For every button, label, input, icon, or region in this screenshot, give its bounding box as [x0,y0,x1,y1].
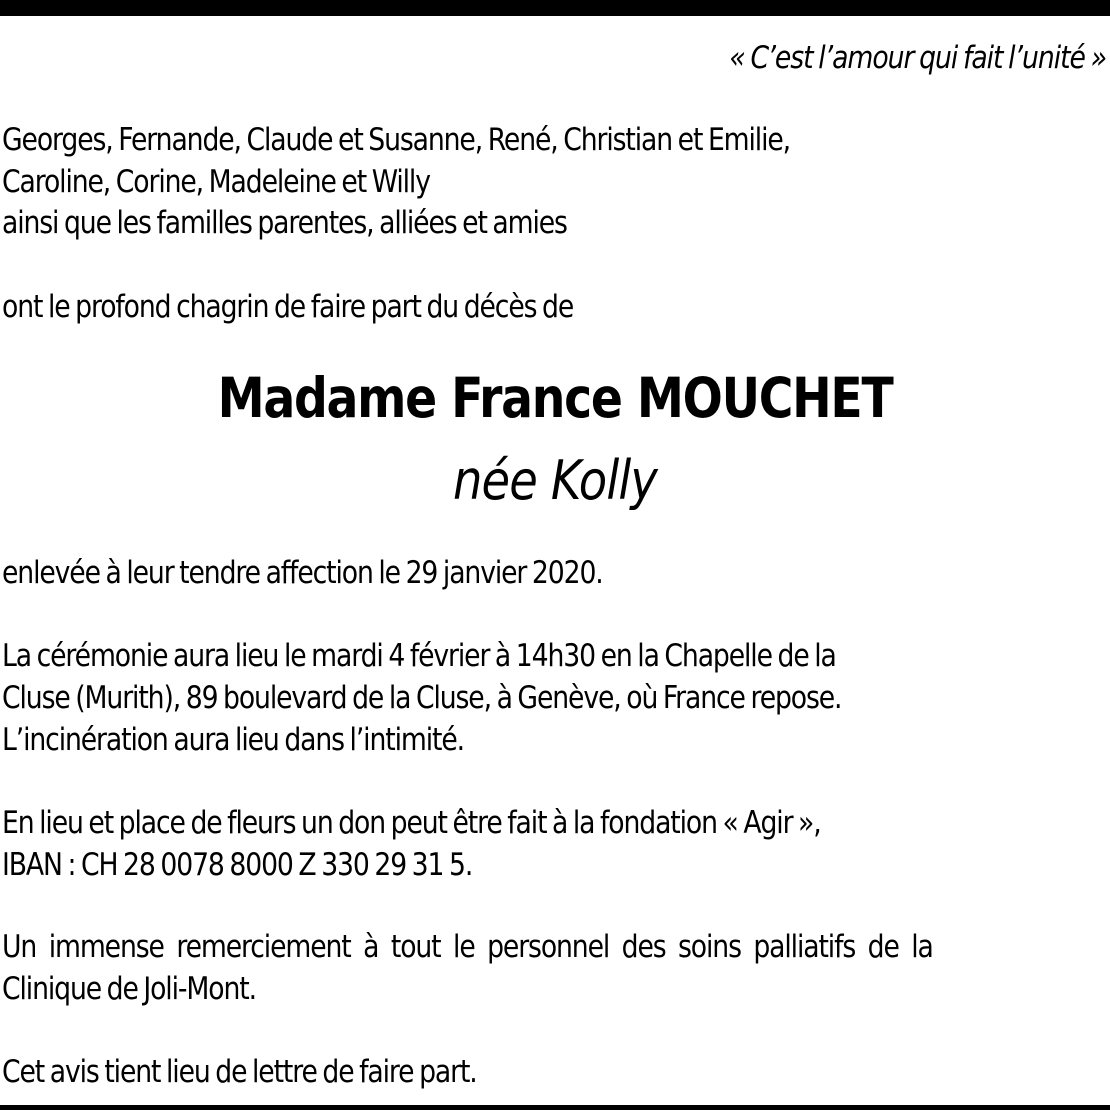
donation-line-2: IBAN : CH 28 0078 8000 Z 330 29 31 5. [2,847,473,883]
thanks-line-1: Un immense remerciement à tout le personnel des soins palliatifs de la [2,929,933,965]
death-date-line: enlevée à leur tendre affection le 29 janvier 2020. [2,555,603,591]
ceremony-line-2: Cluse (Murith), 89 boulevard de la Cluse, à Genève, où France repose. [2,680,842,716]
family-line-3: ainsi que les familles parentes, alliées et amies [2,205,567,241]
announcement-text: ont le profond chagrin de faire part du décès de [2,289,574,325]
ceremony-line-3: L’incinération aura lieu dans l’intimité. [2,722,464,758]
bottom-border-rule [0,1105,1110,1110]
family-line-2: Caroline, Corine, Madeleine et Willy [2,164,430,200]
top-border-rule [0,0,1110,16]
deceased-maiden-name: née Kolly [452,449,658,512]
closing-line: Cet avis tient lieu de lettre de faire part. [2,1054,477,1090]
family-line-1: Georges, Fernande, Claude et Susanne, René, Christian et Emilie, [2,122,791,158]
motto-quote: « C’est l’amour qui fait l’unité » [729,40,1106,76]
ceremony-line-1: La cérémonie aura lieu le mardi 4 février à 14h30 en la Chapelle de la [2,638,836,674]
thanks-line-2: Clinique de Joli-Mont. [2,971,256,1007]
deceased-name: Madame France MOUCHET [217,366,893,430]
donation-line-1: En lieu et place de fleurs un don peut être fait à la fondation « Agir », [2,805,821,841]
